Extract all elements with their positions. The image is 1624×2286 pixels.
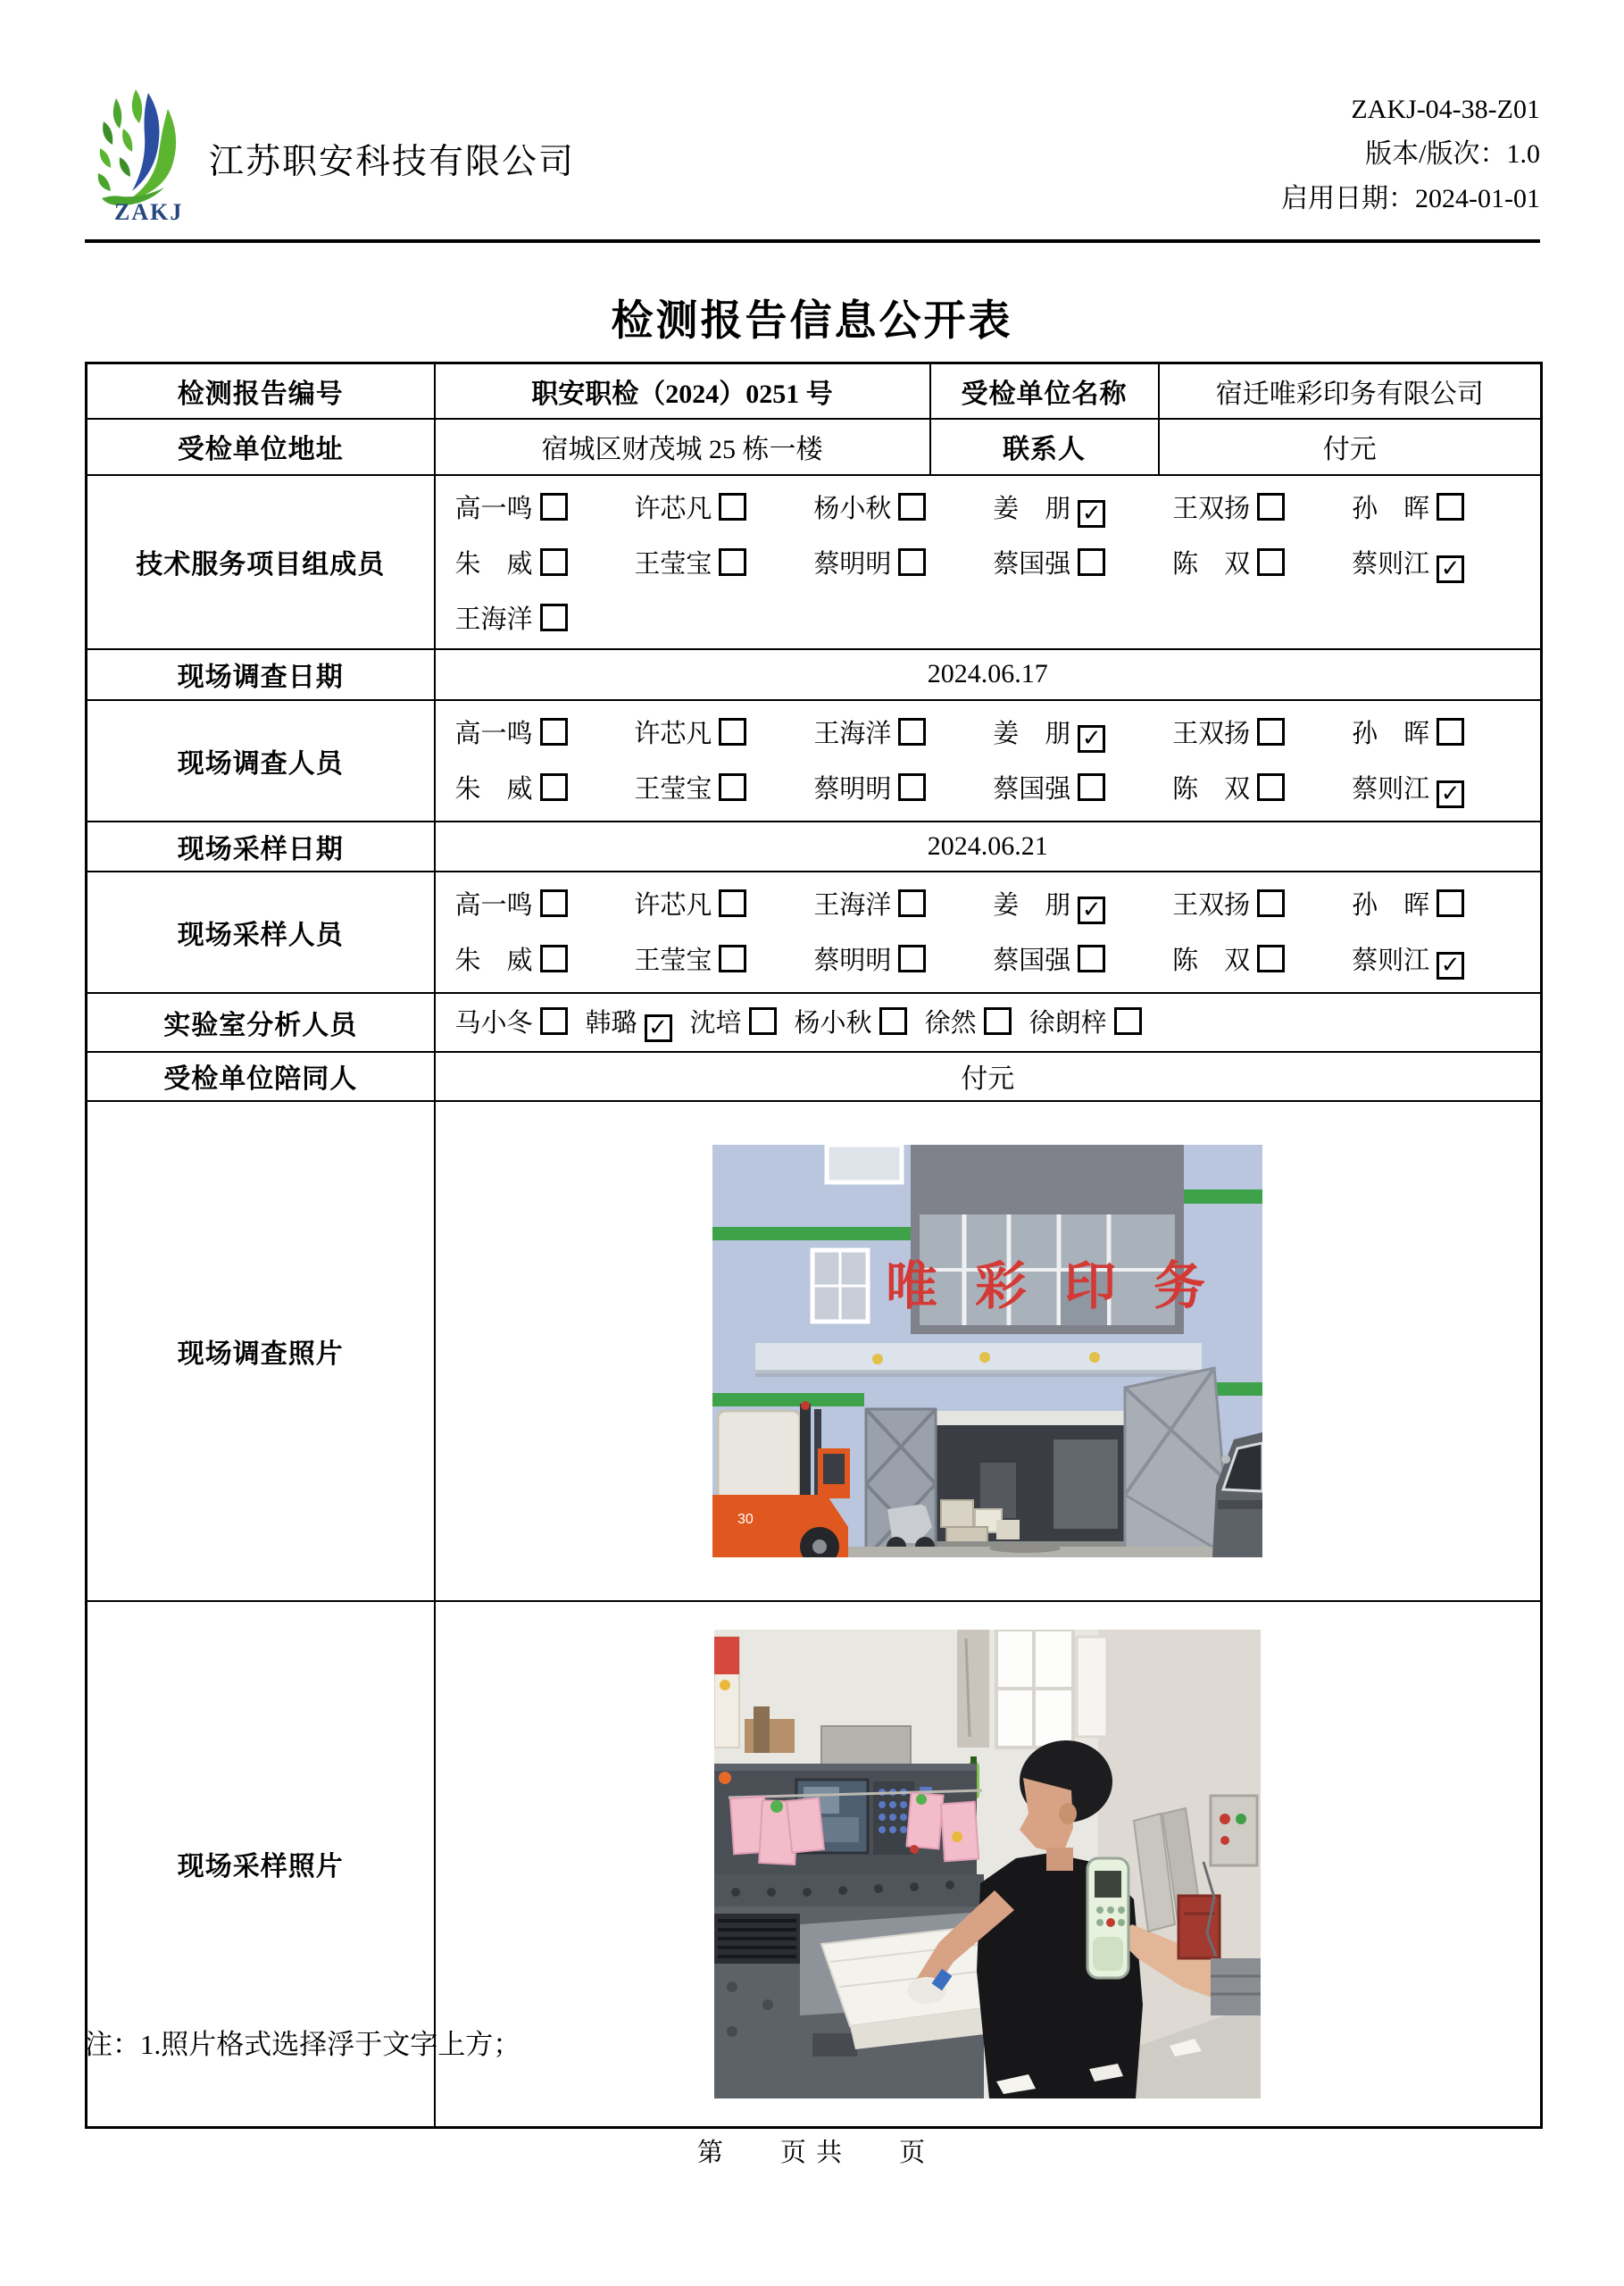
- report-no-value: 职安职检（2024）0251 号: [435, 363, 930, 419]
- member-name: 蔡则江: [1352, 946, 1430, 975]
- unit-name-value: 宿迁唯彩印务有限公司: [1159, 363, 1542, 419]
- table-row: [87, 993, 1542, 1052]
- member-item: [993, 769, 1172, 808]
- report-no-label: 检测报告编号: [87, 363, 435, 419]
- member-item: [1352, 769, 1531, 808]
- member-checkbox-checked[interactable]: ✓: [1437, 780, 1464, 808]
- member-item: [455, 940, 635, 980]
- member-checkbox[interactable]: [540, 945, 568, 972]
- member-name: 王双扬: [1172, 719, 1251, 748]
- member-item: [455, 1003, 568, 1042]
- member-item: [1172, 940, 1352, 980]
- member-checkbox[interactable]: [719, 945, 746, 972]
- member-checkbox[interactable]: [540, 548, 568, 576]
- member-checkbox[interactable]: [1257, 718, 1285, 746]
- member-name: 姜 朋: [993, 890, 1071, 920]
- member-item: [993, 940, 1172, 980]
- contact-label: 联系人: [930, 419, 1159, 475]
- member-checkbox[interactable]: [749, 1007, 777, 1035]
- member-item: [1172, 544, 1352, 583]
- member-item: [1352, 544, 1531, 583]
- member-name: 陈 双: [1172, 549, 1251, 579]
- member-name: 姜 朋: [993, 494, 1071, 523]
- member-name: 马小冬: [454, 1008, 533, 1038]
- member-name: 徐然: [924, 1008, 977, 1038]
- member-name: 徐朗梓: [1029, 1008, 1107, 1038]
- member-checkbox[interactable]: [1114, 1007, 1142, 1035]
- member-name: 王双扬: [1172, 890, 1251, 920]
- lab-staff-list: [441, 994, 1536, 1051]
- svg-text:30: 30: [737, 1511, 754, 1527]
- member-checkbox[interactable]: [1257, 548, 1285, 576]
- doc-version: 版本/版次：1.0: [1365, 139, 1540, 169]
- member-item: [634, 940, 813, 980]
- header-divider: [85, 239, 1540, 243]
- table-row: [87, 1101, 1542, 1601]
- member-checkbox[interactable]: [1078, 945, 1105, 972]
- member-item: [455, 713, 635, 753]
- member-item: [813, 940, 993, 980]
- member-item: [813, 769, 993, 808]
- member-name: 王莹宝: [634, 549, 712, 579]
- member-item: [690, 1003, 777, 1042]
- survey-photo: [712, 1145, 1262, 1557]
- member-checkbox[interactable]: [984, 1007, 1012, 1035]
- table-row: [87, 822, 1542, 872]
- member-name: 许芯凡: [634, 890, 712, 920]
- sample-staff-list: [441, 872, 1536, 992]
- companion-label: 受检单位陪同人: [87, 1052, 435, 1101]
- member-name: 蔡明明: [813, 946, 892, 975]
- member-item: [1029, 1003, 1142, 1042]
- member-name: 蔡国强: [993, 774, 1071, 804]
- member-name: 蔡则江: [1352, 549, 1430, 579]
- member-checkbox[interactable]: [719, 889, 746, 917]
- member-checkbox[interactable]: [540, 773, 568, 801]
- member-name: 朱 威: [454, 774, 533, 804]
- member-item: [634, 885, 813, 924]
- member-checkbox[interactable]: [898, 889, 926, 917]
- member-name: 杨小秋: [813, 494, 892, 523]
- survey-staff-list: [441, 701, 1536, 821]
- member-item: [586, 1003, 672, 1042]
- member-checkbox[interactable]: [719, 548, 746, 576]
- member-item: [993, 885, 1172, 924]
- member-item: [634, 769, 813, 808]
- member-item: [1352, 940, 1531, 980]
- lab-staff-label: 实验室分析人员: [87, 993, 435, 1052]
- member-item: [634, 544, 813, 583]
- member-item: [1352, 488, 1531, 528]
- member-checkbox[interactable]: [719, 773, 746, 801]
- member-checkbox[interactable]: [879, 1007, 907, 1035]
- footnote: 注：1.照片格式选择浮于文字上方；: [85, 2029, 521, 2060]
- member-checkbox[interactable]: [1257, 773, 1285, 801]
- member-name: 孙 晖: [1352, 719, 1430, 748]
- member-item: [1352, 713, 1531, 753]
- survey-photo-label: 现场调查照片: [87, 1101, 435, 1601]
- member-checkbox[interactable]: [1257, 889, 1285, 917]
- member-name: 蔡国强: [993, 946, 1071, 975]
- member-checkbox-checked[interactable]: ✓: [1078, 897, 1105, 924]
- table-row: [87, 419, 1542, 475]
- sample-date-value: 2024.06.21: [435, 822, 1542, 872]
- info-table: [85, 362, 1543, 2129]
- member-checkbox[interactable]: [898, 945, 926, 972]
- member-checkbox[interactable]: [1437, 889, 1464, 917]
- member-checkbox[interactable]: [1437, 718, 1464, 746]
- member-name: 蔡则江: [1352, 774, 1430, 804]
- member-item: [1172, 713, 1352, 753]
- member-name: 朱 威: [454, 946, 533, 975]
- doc-start-date: 启用日期：2024-01-01: [1281, 184, 1540, 213]
- zakj-logo-icon: [89, 82, 205, 223]
- member-item: [1172, 885, 1352, 924]
- member-item: [1172, 769, 1352, 808]
- member-checkbox[interactable]: [898, 718, 926, 746]
- member-checkbox-checked[interactable]: ✓: [1437, 555, 1464, 583]
- member-checkbox[interactable]: [719, 718, 746, 746]
- member-name: 王莹宝: [634, 774, 712, 804]
- member-checkbox-checked[interactable]: ✓: [1078, 725, 1105, 753]
- member-name: 孙 晖: [1352, 890, 1430, 920]
- member-item: [993, 713, 1172, 753]
- address-label: 受检单位地址: [87, 419, 435, 475]
- table-row: [87, 700, 1542, 822]
- member-checkbox[interactable]: [1078, 548, 1105, 576]
- sample-photo-label: 现场采样照片: [87, 1601, 435, 2128]
- sample-date-label: 现场采样日期: [87, 822, 435, 872]
- member-item: [813, 713, 993, 753]
- member-name: 王海洋: [813, 719, 892, 748]
- company-logo: [89, 82, 205, 223]
- member-checkbox[interactable]: [898, 493, 926, 521]
- survey-date-value: 2024.06.17: [435, 649, 1542, 700]
- page-number-footer: 第 页 共 页: [696, 2139, 928, 2167]
- sampling-photo: [714, 1630, 1261, 2098]
- table-row: [87, 475, 1542, 649]
- member-item: [1172, 488, 1352, 528]
- member-name: 王海洋: [454, 605, 533, 634]
- companion-value: 付元: [435, 1052, 1542, 1101]
- member-name: 朱 威: [454, 549, 533, 579]
- member-name: 高一鸣: [454, 494, 533, 523]
- member-item: [813, 488, 993, 528]
- member-item: [813, 544, 993, 583]
- member-item: [455, 769, 635, 808]
- table-row: [87, 649, 1542, 700]
- team-member-list: [441, 476, 1536, 648]
- member-item: [455, 544, 635, 583]
- building-sign-text: 唯彩印务: [886, 1256, 1244, 1315]
- member-item: [925, 1003, 1012, 1042]
- member-checkbox[interactable]: [540, 1007, 568, 1035]
- member-name: 孙 晖: [1352, 494, 1430, 523]
- member-name: 许芯凡: [634, 719, 712, 748]
- member-item: [455, 885, 635, 924]
- member-name: 蔡明明: [813, 549, 892, 579]
- document-meta: [1281, 88, 1540, 221]
- member-checkbox[interactable]: [540, 493, 568, 521]
- sample-staff-label: 现场采样人员: [87, 872, 435, 993]
- member-name: 王海洋: [813, 890, 892, 920]
- member-checkbox[interactable]: [898, 773, 926, 801]
- unit-name-label: 受检单位名称: [930, 363, 1159, 419]
- table-row: [87, 872, 1542, 993]
- member-name: 姜 朋: [993, 719, 1071, 748]
- member-name: 高一鸣: [454, 890, 533, 920]
- member-name: 王双扬: [1172, 494, 1251, 523]
- member-checkbox[interactable]: [540, 718, 568, 746]
- member-name: 许芯凡: [634, 494, 712, 523]
- contact-value: 付元: [1159, 419, 1542, 475]
- table-row: [87, 363, 1542, 419]
- member-item: [813, 885, 993, 924]
- member-checkbox[interactable]: [540, 604, 568, 631]
- member-checkbox[interactable]: [1437, 493, 1464, 521]
- member-item: [993, 488, 1172, 528]
- member-checkbox[interactable]: [540, 889, 568, 917]
- member-name: 蔡明明: [813, 774, 892, 804]
- member-item: [455, 599, 635, 636]
- survey-date-label: 现场调查日期: [87, 649, 435, 700]
- page-title: 检测报告信息公开表: [611, 296, 1013, 344]
- member-item: [795, 1003, 907, 1042]
- member-checkbox[interactable]: [898, 548, 926, 576]
- member-checkbox-checked[interactable]: ✓: [645, 1014, 672, 1042]
- member-name: 韩璐: [585, 1008, 637, 1038]
- member-item: [634, 713, 813, 753]
- member-checkbox[interactable]: [1257, 945, 1285, 972]
- member-checkbox[interactable]: [1078, 773, 1105, 801]
- member-name: 陈 双: [1172, 774, 1251, 804]
- member-item: [634, 488, 813, 528]
- member-checkbox-checked[interactable]: ✓: [1437, 952, 1464, 980]
- member-name: 蔡国强: [993, 549, 1071, 579]
- member-item: [455, 488, 635, 528]
- doc-code: ZAKJ-04-38-Z01: [1351, 95, 1540, 124]
- member-item: [993, 544, 1172, 583]
- member-name: 高一鸣: [454, 719, 533, 748]
- logo-text: ZAKJ: [114, 199, 184, 223]
- survey-staff-label: 现场调查人员: [87, 700, 435, 822]
- table-row: [87, 1052, 1542, 1101]
- member-name: 杨小秋: [794, 1008, 872, 1038]
- team-label: 技术服务项目组成员: [87, 475, 435, 649]
- member-name: 陈 双: [1172, 946, 1251, 975]
- member-checkbox[interactable]: [719, 493, 746, 521]
- member-item: [1352, 885, 1531, 924]
- member-name: 沈培: [689, 1008, 742, 1038]
- member-checkbox-checked[interactable]: ✓: [1078, 500, 1105, 528]
- member-name: 王莹宝: [634, 946, 712, 975]
- company-name: 江苏职安科技有限公司: [209, 143, 576, 181]
- address-value: 宿城区财茂城 25 栋一楼: [435, 419, 930, 475]
- member-checkbox[interactable]: [1257, 493, 1285, 521]
